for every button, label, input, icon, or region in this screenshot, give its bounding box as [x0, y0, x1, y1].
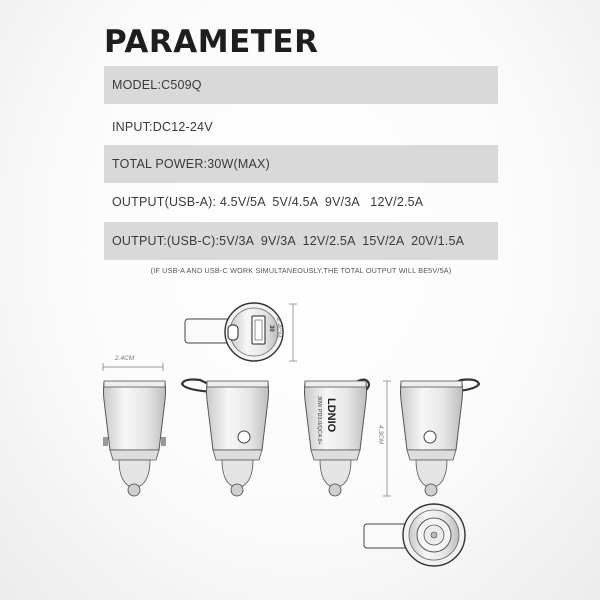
body-height-dimension	[383, 381, 391, 496]
usb-c-port	[228, 325, 238, 340]
spec-output-usb-c: OUTPUT:(USB-C):5V/3A 9V/3A 12V/2.5A 15V/2A 20V/1.5A	[112, 234, 465, 248]
charger-face-view	[185, 303, 283, 361]
body-height-dimension-label: 4.3CM	[377, 425, 384, 445]
led-indicator	[238, 431, 250, 443]
brand-logo-text: LDNIO	[325, 398, 337, 433]
rating-text: 30W PD3.0/QC4.0+	[316, 396, 322, 445]
charger-side-view-lanyard	[182, 380, 269, 497]
charger-side-view-lanyard-right	[401, 380, 480, 497]
charger-bottom-view	[364, 504, 465, 566]
face-height-dimension-label: 2.4CM	[275, 318, 282, 338]
charger-side-view-plain	[103, 381, 166, 496]
spec-model: MODEL:C509Q	[112, 78, 202, 92]
width-dimension-label: 2.4CM	[115, 355, 135, 362]
charger-side-view-branded	[305, 380, 370, 496]
spec-total-power: TOTAL POWER:30W(MAX)	[112, 157, 270, 171]
simultaneous-output-note: (IF USB-A AND USB-C WORK SIMULTANEOUSLY,THE TOTAL OUTPUT WILL BE5V/5A)	[150, 266, 452, 275]
spec-input: INPUT:DC12-24V	[112, 120, 213, 134]
spec-output-usb-a: OUTPUT(USB-A): 4.5V/5A 5V/4.5A 9V/3A 12V/2.5A	[112, 195, 424, 209]
face-height-dimension	[289, 304, 297, 361]
width-dimension	[103, 363, 163, 371]
page-title: PARAMETER	[104, 24, 319, 60]
face-badge: 30	[268, 325, 274, 332]
